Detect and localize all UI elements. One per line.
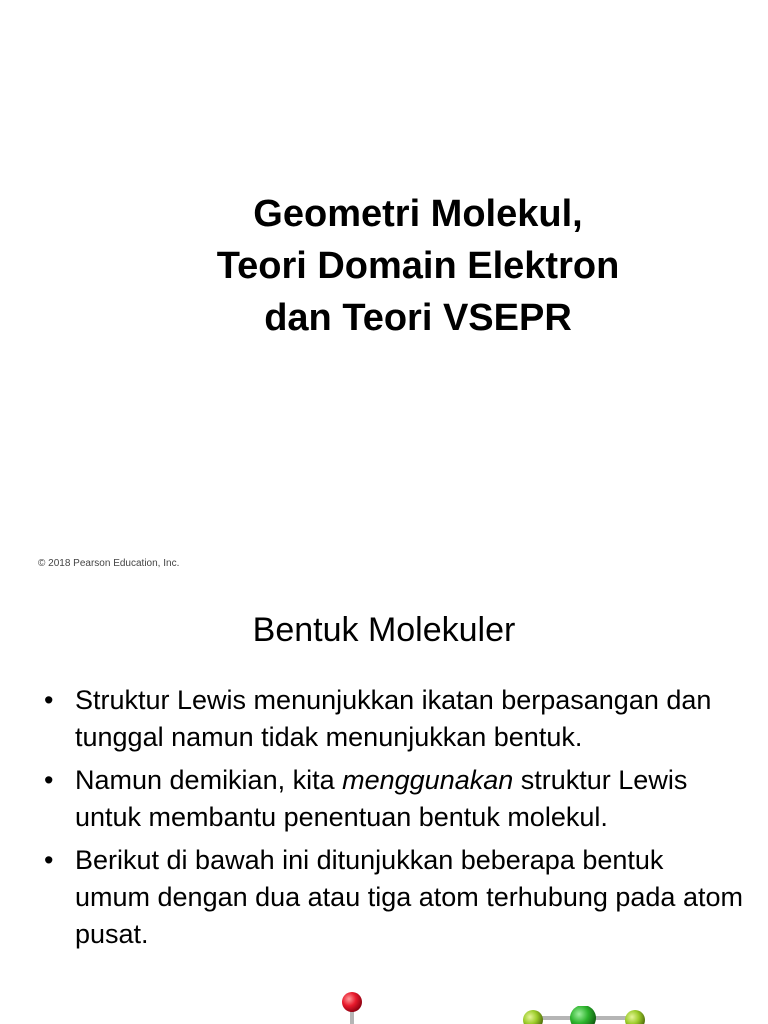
bullet-marker: • [44,685,54,715]
bullet-item-2 [44,762,744,836]
bullet-emphasis: menggunakan [342,765,514,795]
bullet-text-before: Namun demikian, kita [75,765,343,795]
red-atom [342,992,362,1012]
bullet-marker: • [44,765,54,795]
bullet-item-1 [44,682,744,756]
title-line-3: dan Teori VSEPR [264,297,572,339]
lime-atom-right [625,1010,645,1024]
title-line-2: Teori Domain Elektron [216,245,620,287]
bullet-text: Berikut di bawah ini ditunjukkan beberapa bentuk umum dengan dua atau tiga atom terhubung pada atom pusat. [75,845,743,949]
green-atom-center [570,1006,596,1024]
bullet-text: Struktur Lewis menunjukkan ikatan berpasangan dan tunggal namun tidak menunjukkan bentuk. [75,685,712,752]
molecule-model-linear [330,988,374,1024]
molecule-model-trigonal [515,1006,655,1024]
bullet-list [44,682,744,959]
slide-molecular-shapes [0,578,768,1024]
bullet-item-3 [44,842,744,953]
copyright-notice: © 2018 Pearson Education, Inc. [38,558,180,569]
lime-atom-left [523,1010,543,1024]
title-line-1: Geometri Molekul, [253,193,583,235]
slide-heading: Bentuk Molekuler [252,611,516,649]
bullet-marker: • [44,845,54,875]
bullet-text-after: struktur Lewis untuk membantu penentuan bentuk molekul. [75,765,688,832]
slide-title-heading [0,188,768,344]
